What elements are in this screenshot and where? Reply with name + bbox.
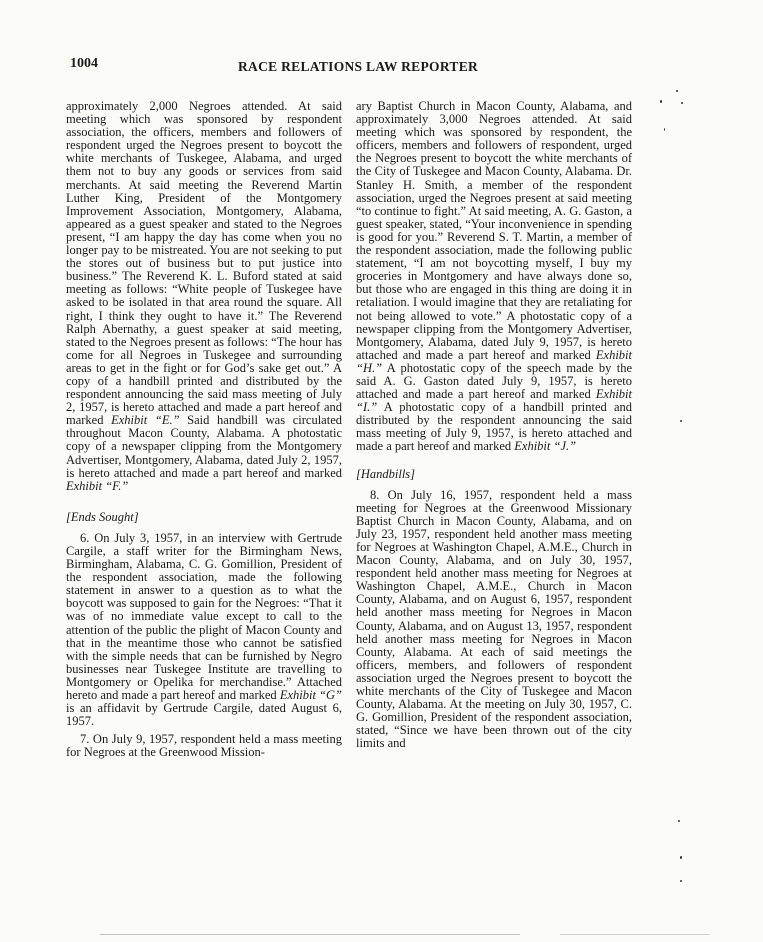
scan-speck <box>664 128 665 131</box>
exhibit-j: Exhibit “J.” <box>514 439 577 454</box>
scan-specks <box>640 80 700 900</box>
exhibit-e: Exhibit “E.” <box>111 413 180 428</box>
running-head: RACE RELATIONS LAW REPORTER <box>238 59 479 74</box>
paragraph-8: 8. On July 16, 1957, respondent held a mass meeting for Negroes at the Greenwood Missionary Baptist Church in Macon County, Alabama, and on July 23, 1957, respondent held another mass meeting for Negroes at Washington Chapel, A.M.E., Church in Macon County, Alabama, and on July 30, 1957, respondent held another mass meeting for Negroes at Washington Chapel, A.M.E., Church in Macon County, Alabama, and on August 6, 1957, respondent held another mass meeting for Negroes in Macon County, Alabama, and on August 13, 1957, respondent held another mass meeting for Negroes in Macon County, Alabama. At each of said meetings the officers, members, and followers of respondent association urged the Negroes present to boycott the white merchants of the City of Tuskegee and Macon County, Alabama. At the meeting on July 30, 1957, C. G. Gomillion, President of the respondent association, stated, “Since we have been thrown out of the city limits and <box>356 487 632 751</box>
exhibit-g: Exhibit “G” <box>279 688 342 703</box>
section-heading-handbills: [Handbills] <box>356 466 416 481</box>
scan-speck <box>680 420 682 422</box>
left-column <box>66 100 342 760</box>
scan-speck <box>681 102 683 104</box>
exhibit-f: Exhibit “F.” <box>66 478 129 493</box>
paragraph-7-continued: ary Baptist Church in Macon County, Alabama, and approximately 3,000 Negroes attended. At said meeting which was sponsored by respondent, the officers, members and followers of respondent, urged the Negroes present to boycott the white merchants of the City of Tuskegee and Macon County, Alabama. Dr. Stanley H. Smith, a member of the respondent association, urged the Negroes present at said meeting “to continue to fight.” At said meeting, A. G. Gaston, a guest speaker, stated, “Your inconvenience in spending is good for you.” Reverend S. T. Martin, a member of the respondent association, made the following public statement, “I am not boycotting myself, I buy my groceries in Montgomery and have always done so, but those who are engaged in this thing are doing it in retaliation. I would imagine that they are retaliating for not being allowed to vote.” A photostatic copy of a newspaper clipping from the Montgomery Advertiser, Montgomery, Alabama, dated July 9, 1957, is hereto attached and made a part hereof and marked Exhibit “H.” A photostatic copy of the speech made by the said A. G. Gaston dated July 9, 1957, is hereto attached and made a part hereof and marked Exhibit “I.” A photostatic copy of a handbill printed and distributed by the respondent announcing the said mass meeting of July 9, 1957, is hereto attached and made a part hereof and marked Exhibit “J.” <box>356 99 632 454</box>
paragraph-6: 6. On July 3, 1957, in an interview with Gertrude Cargile, a staff writer for the Birmingham News, Birmingham, Alabama, C. G. Gomillion, President of the respondent association, made the following statement in answer to a question as to what the boycott was supposed to gain for the Negroes: “That it was of no immediate value except to call to the attention of the public the plight of Macon County and that in the meantime those who cannot be satisfied with the simple needs that can be furnished by Negro businesses near Tuskegee Institute are travelling to Montgomery or Opelika for merchandise.” Attached hereto and made a part hereof and marked Exhibit “G” is an affidavit by Gertrude Cargile, dated August 6, 1957. <box>66 530 342 729</box>
right-column <box>356 100 632 751</box>
exhibit-i: Exhibit “I.” <box>356 387 632 415</box>
scan-speck <box>660 100 662 103</box>
exhibit-h: Exhibit “H.” <box>356 347 632 375</box>
scan-edge-line <box>560 934 710 935</box>
scan-edge-line <box>100 934 520 935</box>
page-number: 1004 <box>70 56 98 71</box>
scan-speck <box>678 820 680 822</box>
scan-speck <box>680 880 682 882</box>
paragraph-continuation: approximately 2,000 Negroes attended. At said meeting which was sponsored by respondent association, the officers, members and followers of respondent urged the Negroes present to boycott the white merchants of Tuskegee, Alabama, and urged them not to buy any goods or services from said merchants. At said meeting the Reverend Martin Luther King, President of the Montgomery Improvement Association, Montgomery, Alabama, appeared as a guest speaker and stated to the Negroes present, “I am happy the day has come when you no longer pay to be mistreated. You are not seeking to put the stores out of business but to put justice into business.” The Reverend K. L. Buford stated at said meeting as follows: “White people of Tuskegee have asked to be isolated in that area round the square. All right, I think they ought to have it.” The Reverend Ralph Abernathy, a guest speaker at said meeting, stated to the Negroes present as follows: “The hour has come for all Negroes in Tuskegee and surrounding areas to get in the fight or for God’s sake get out.” A copy of a handbill printed and distributed by the respondent announcing the said mass meeting of July 2, 1957, is hereto attached and made a part hereof and marked Exhibit “E.” Said handbill was circulated throughout Macon County, Alabama. A photostatic copy of a newspaper clipping from the Montgomery Advertiser, Montgomery, Alabama, dated July 2, 1957, is hereto attached and made a part hereof and marked Exhibit “F.” <box>66 99 342 493</box>
section-heading-ends-sought: [Ends Sought] <box>66 509 139 524</box>
paragraph-7: 7. On July 9, 1957, respondent held a mass meeting for Negroes at the Greenwood Mission- <box>66 732 342 760</box>
scan-speck <box>676 90 678 92</box>
scan-speck <box>680 856 682 859</box>
